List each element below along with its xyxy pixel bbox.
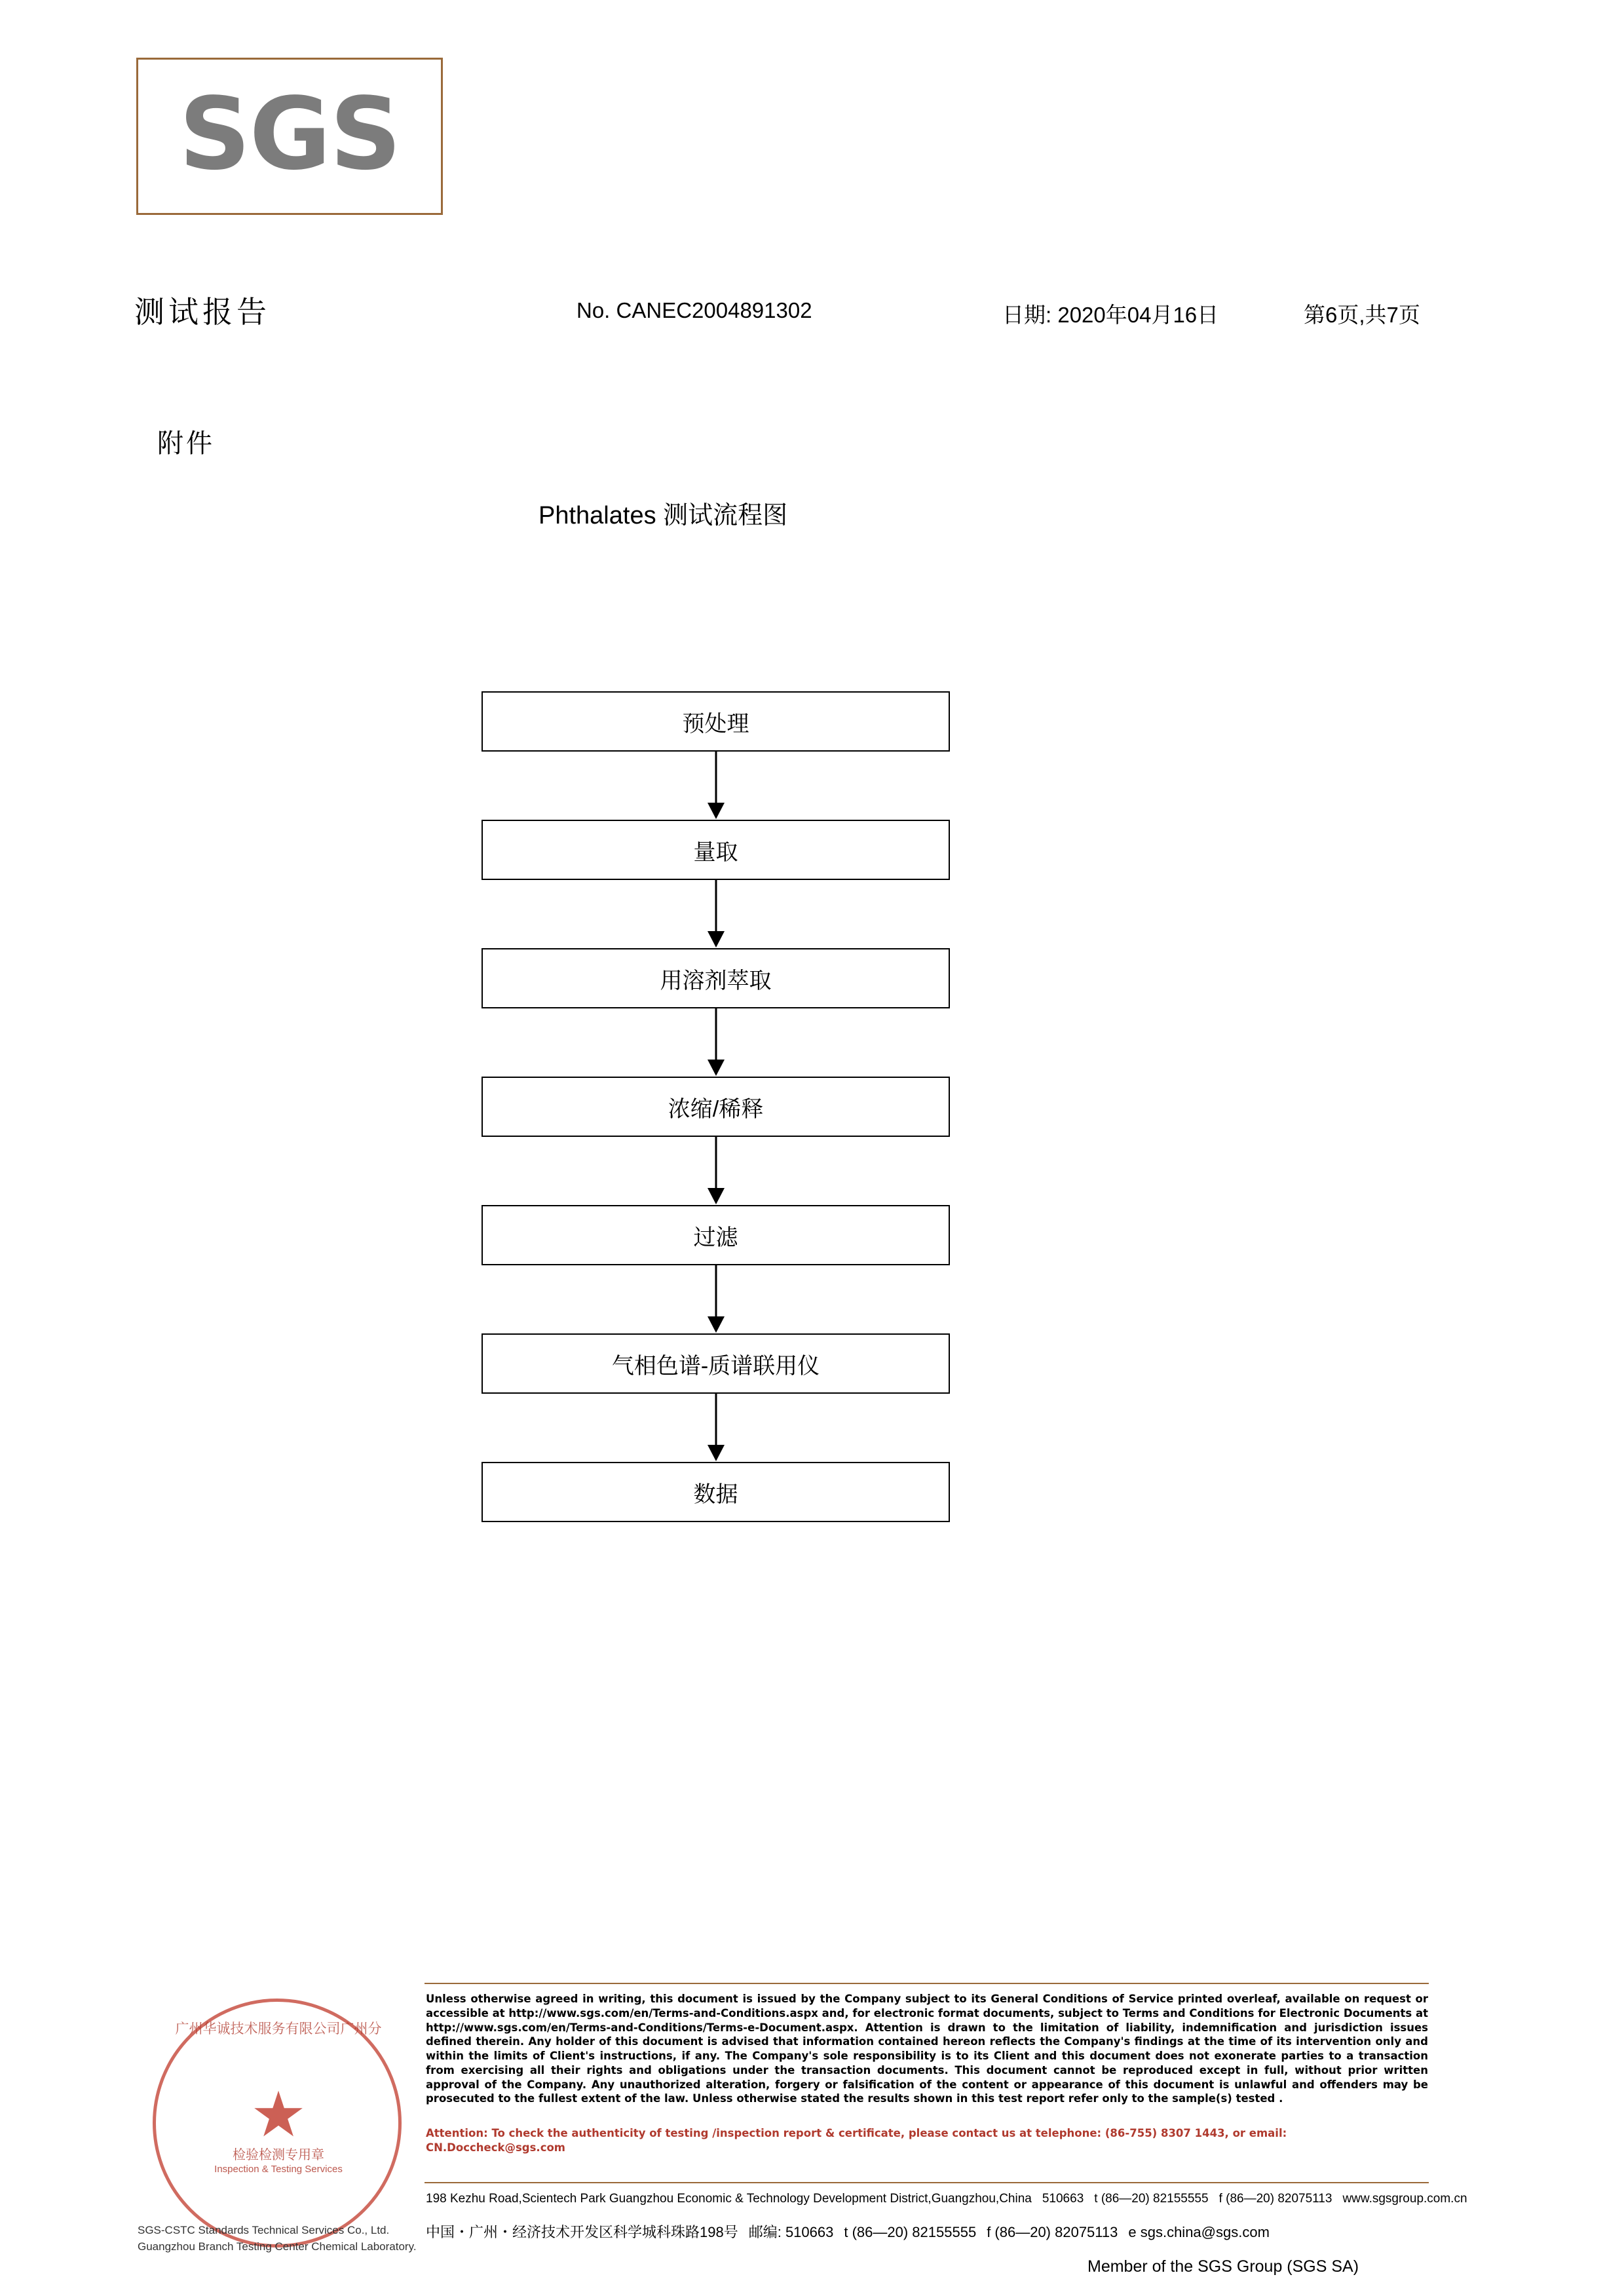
fax-en: f (86—20) 82075113: [1218, 2192, 1332, 2206]
postcode-cn: 邮编: 510663: [748, 2224, 834, 2240]
stamp-sub-text: Inspection & Testing Services: [214, 2164, 343, 2175]
flow-node: 数据: [482, 1462, 950, 1522]
fax-cn: f (86—20) 82075113: [987, 2224, 1118, 2240]
tel-en: t (86—20) 82155555: [1094, 2192, 1209, 2206]
stamp-center-text: 检验检测专用章: [233, 2148, 324, 2162]
logo-text: SGS: [179, 75, 400, 192]
footer-divider-2: [425, 2182, 1429, 2183]
star-icon: ★: [250, 2080, 307, 2150]
address-line-en: [426, 2192, 1467, 2206]
flow-node: 气相色谱-质谱联用仪: [482, 1333, 950, 1394]
flow-arrow: [482, 1137, 950, 1205]
flow-node: 过滤: [482, 1205, 950, 1265]
logo-top-rule: [136, 58, 443, 60]
flow-arrow: [482, 1394, 950, 1462]
tel-cn: t (86—20) 82155555: [844, 2224, 977, 2240]
report-date: 日期: 2020年04月16日: [1002, 303, 1219, 327]
address-cn-text: 中国・广州・经济技术开发区科学城科珠路198号: [426, 2224, 738, 2240]
flow-arrow: [482, 1008, 950, 1077]
flow-node: 量取: [482, 820, 950, 880]
attention-notice: Attention: To check the authenticity of testing /inspection report & certificate, please contact us at telephone: (86-755) 8307 1443, or email: CN.Doccheck@sgs.com: [426, 2127, 1287, 2154]
flow-arrow: [482, 1265, 950, 1333]
page-number: 第6页,共7页: [1304, 303, 1420, 327]
stamp-top-text: 广州华诚技术服务有限公司广州分: [175, 2021, 382, 2037]
flow-arrow: [482, 880, 950, 948]
email-cn[interactable]: e sgs.china@sgs.com: [1128, 2224, 1270, 2240]
flow-arrow: [482, 752, 950, 820]
legal-terms: Unless otherwise agreed in writing, this document is issued by the Company subject to its General Conditions of Service printed overleaf, available on request or accessible at http://www.sgs.com/en/Terms-and-Conditions.aspx and, for electronic format documents, subject to Terms and Conditions for Electronic Documents at http://www.sgs.com/en/Terms-and-Conditions/Terms-e-Document.aspx. Attention is drawn to the limitation of liability, indemnification and jurisdiction issues defined therein. Any holder of this document is advised that information contained hereon reflects the Company's findings at the time of its intervention only and within the limits of Client's instructions, if any. The Company's sole responsibility is to its Client and this document does not exonerate parties to a transaction from exercising all their rights and obligations under the transaction documents. This document cannot be reproduced except in full, without prior written approval of the Company. Any unauthorized alteration, forgery or falsification of the content or appearance of this document is unlawful and offenders may be prosecuted to the fullest extent of the law. Unless otherwise stated the results shown in this test report refer only to the sample(s) tested .: [426, 1993, 1428, 2105]
attachment-label: 附件: [157, 429, 215, 458]
page-title: 测试报告: [134, 295, 271, 329]
flow-node: 浓缩/稀释: [482, 1077, 950, 1137]
flowchart-title: Phthalates 测试流程图: [538, 502, 788, 529]
postcode-en: 510663: [1042, 2192, 1084, 2206]
flow-node: 用溶剂萃取: [482, 948, 950, 1008]
logo-bottom-rule: [136, 213, 443, 215]
member-note: Member of the SGS Group (SGS SA): [1087, 2257, 1359, 2276]
address-line-cn: [426, 2221, 1435, 2242]
report-number: No. CANEC2004891302: [576, 298, 812, 322]
flow-node: 预处理: [482, 691, 950, 752]
company-stamp: [141, 1992, 416, 2254]
sgs-logo: [136, 58, 443, 215]
flowchart: [482, 691, 950, 1522]
address-en-text: 198 Kezhu Road,Scientech Park Guangzhou Economic & Technology Development District,Guangzhou,China: [426, 2192, 1032, 2206]
website[interactable]: www.sgsgroup.com.cn: [1342, 2192, 1467, 2206]
footer-divider: [425, 1983, 1429, 1984]
stamp-caption: SGS-CSTC Standards Technical Services Co., Ltd. Guangzhou Branch Testing Center Chemical Laboratory.: [138, 2224, 417, 2253]
